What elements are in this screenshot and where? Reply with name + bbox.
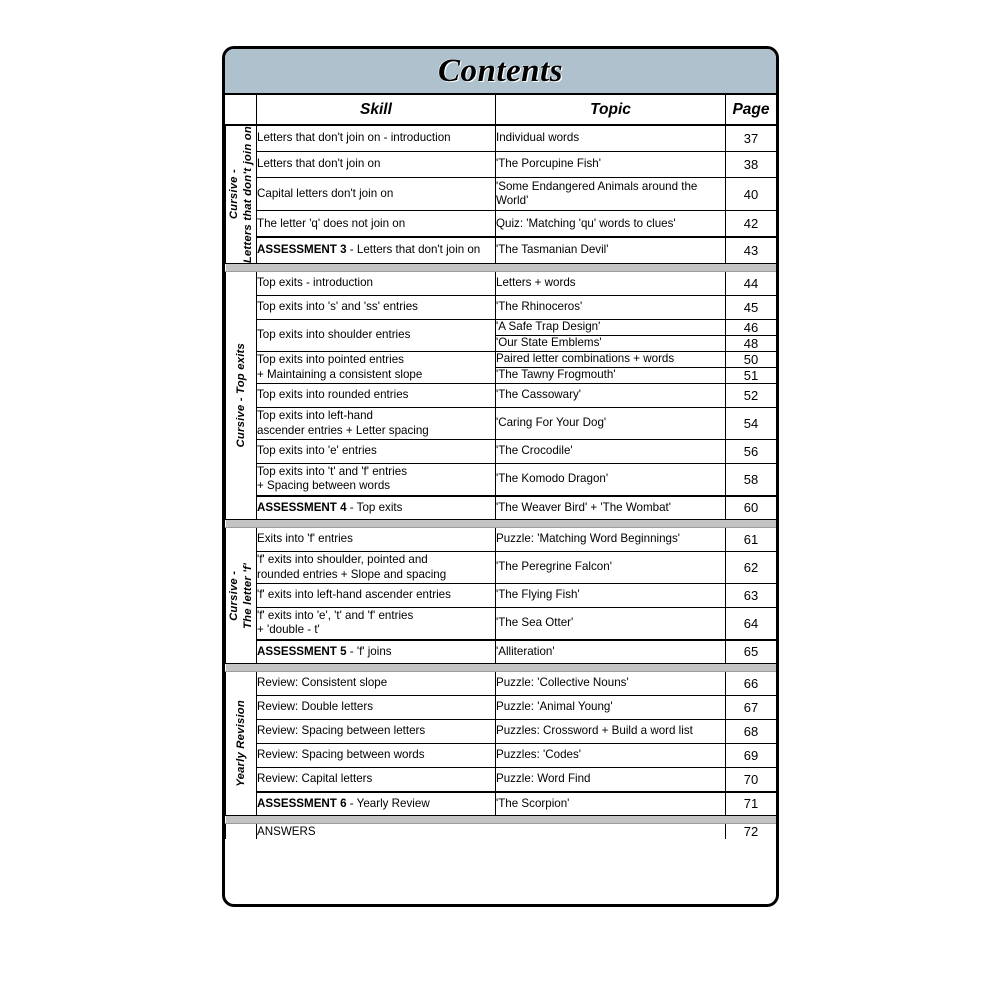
- assessment-label: ASSESSMENT 4: [257, 500, 347, 514]
- skill-cell: ASSESSMENT 5 - 'f' joins: [257, 640, 496, 664]
- page-number-cell: 38: [726, 151, 777, 177]
- skill-cell: 'f' exits into left-hand ascender entries: [257, 584, 496, 608]
- table-row: [226, 408, 777, 440]
- table-row: [226, 792, 777, 816]
- contents-title-band: [225, 49, 776, 95]
- skill-cell: Top exits into 't' and 'f' entries + Spacing between words: [257, 464, 496, 496]
- skill-cell: The letter 'q' does not join on: [257, 211, 496, 237]
- contents-table: [225, 95, 777, 839]
- column-header-topic: Topic: [496, 95, 726, 125]
- section-separator: [226, 264, 777, 272]
- table-row: [226, 151, 777, 177]
- topic-cell: 'The Flying Fish': [496, 584, 726, 608]
- skill-cell: Review: Double letters: [257, 696, 496, 720]
- table-row: [226, 352, 777, 368]
- skill-cell: ASSESSMENT 4 - Top exits: [257, 496, 496, 520]
- topic-cell: Puzzle: 'Matching Word Beginnings': [496, 528, 726, 552]
- page-number-cell: 40: [726, 178, 777, 211]
- table-row: [226, 464, 777, 496]
- topic-cell: 'The Tasmanian Devil': [496, 237, 726, 263]
- topic-cell: 'The Porcupine Fish': [496, 151, 726, 177]
- topic-cell: 'The Scorpion': [496, 792, 726, 816]
- topic-cell: Puzzles: Crossword + Build a word list: [496, 720, 726, 744]
- table-row: [226, 720, 777, 744]
- skill-cell: Review: Capital letters: [257, 768, 496, 792]
- topic-cell: 'The Cassowary': [496, 384, 726, 408]
- topic-cell: 'Alliteration': [496, 640, 726, 664]
- skill-cell: Top exits into rounded entries: [257, 384, 496, 408]
- table-row: [226, 640, 777, 664]
- topic-cell: Puzzle: 'Collective Nouns': [496, 672, 726, 696]
- skill-cell: Capital letters don't join on: [257, 178, 496, 211]
- table-body: [226, 125, 777, 839]
- skill-cell: ASSESSMENT 3 - Letters that don't join on: [257, 237, 496, 263]
- section-tab-label: Cursive - Letters that don't join on: [226, 125, 257, 264]
- page-number-cell: 56: [726, 440, 777, 464]
- skill-cell: 'f' exits into 'e', 't' and 'f' entries + 'double - t': [257, 608, 496, 640]
- topic-cell: Individual words: [496, 125, 726, 151]
- assessment-label: ASSESSMENT 6: [257, 796, 347, 810]
- skill-cell: Top exits into 's' and 'ss' entries: [257, 296, 496, 320]
- page-number-cell: 50: [726, 352, 777, 368]
- section-separator-bar: [226, 264, 777, 272]
- topic-cell: 'The Tawny Frogmouth': [496, 368, 726, 384]
- topic-cell: 'The Komodo Dragon': [496, 464, 726, 496]
- contents-table-frame: [222, 46, 779, 907]
- table-row: [226, 584, 777, 608]
- answers-page-number: 72: [726, 824, 777, 840]
- topic-cell: 'Some Endangered Animals around the World': [496, 178, 726, 211]
- answers-row: [226, 824, 777, 840]
- skill-cell: Review: Spacing between letters: [257, 720, 496, 744]
- page-number-cell: 60: [726, 496, 777, 520]
- page-number-cell: 64: [726, 608, 777, 640]
- topic-cell: 'Our State Emblems': [496, 336, 726, 352]
- skill-cell: ASSESSMENT 6 - Yearly Review: [257, 792, 496, 816]
- section-tab-label: Cursive - The letter 'f': [226, 528, 257, 664]
- column-header-skill: Skill: [257, 95, 496, 125]
- table-row: [226, 125, 777, 151]
- table-row: [226, 528, 777, 552]
- page-number-cell: 61: [726, 528, 777, 552]
- section-separator-bar: [226, 520, 777, 528]
- section-separator-bar: [226, 816, 777, 824]
- topic-cell: Puzzles: 'Codes': [496, 744, 726, 768]
- page-number-cell: 37: [726, 125, 777, 151]
- page-number-cell: 48: [726, 336, 777, 352]
- topic-cell: Puzzle: 'Animal Young': [496, 696, 726, 720]
- table-row: [226, 608, 777, 640]
- topic-cell: 'The Crocodile': [496, 440, 726, 464]
- table-row: [226, 496, 777, 520]
- assessment-label: ASSESSMENT 5: [257, 644, 347, 658]
- page-number-cell: 68: [726, 720, 777, 744]
- page-number-cell: 70: [726, 768, 777, 792]
- skill-cell: Top exits into shoulder entries: [257, 320, 496, 352]
- table-row: [226, 237, 777, 263]
- skill-cell: Top exits - introduction: [257, 272, 496, 296]
- page-number-cell: 54: [726, 408, 777, 440]
- column-header-page: Page: [726, 95, 777, 125]
- page-number-cell: 43: [726, 237, 777, 263]
- skill-cell: Letters that don't join on: [257, 151, 496, 177]
- page-number-cell: 51: [726, 368, 777, 384]
- page-number-cell: 69: [726, 744, 777, 768]
- table-row: [226, 384, 777, 408]
- page-number-cell: 52: [726, 384, 777, 408]
- topic-cell: Puzzle: Word Find: [496, 768, 726, 792]
- column-header-tab: [226, 95, 257, 125]
- topic-cell: 'The Peregrine Falcon': [496, 552, 726, 584]
- section-tab-label: Cursive - Top exits: [226, 272, 257, 520]
- topic-cell: Paired letter combinations + words: [496, 352, 726, 368]
- section-tab-label: Yearly Revision: [226, 672, 257, 816]
- page-number-cell: 66: [726, 672, 777, 696]
- topic-cell: 'The Sea Otter': [496, 608, 726, 640]
- page-number-cell: 67: [726, 696, 777, 720]
- page-number-cell: 65: [726, 640, 777, 664]
- topic-cell: 'Caring For Your Dog': [496, 408, 726, 440]
- table-row: [226, 696, 777, 720]
- table-row: [226, 440, 777, 464]
- page-number-cell: 44: [726, 272, 777, 296]
- section-separator: [226, 664, 777, 672]
- skill-cell: Review: Spacing between words: [257, 744, 496, 768]
- table-row: [226, 320, 777, 336]
- answers-tab-spacer: [226, 824, 257, 840]
- page-title: Contents: [437, 52, 564, 89]
- topic-cell: Quiz: 'Matching 'qu' words to clues': [496, 211, 726, 237]
- topic-cell: Letters + words: [496, 272, 726, 296]
- skill-cell: Review: Consistent slope: [257, 672, 496, 696]
- section-separator-bar: [226, 664, 777, 672]
- page-number-cell: 45: [726, 296, 777, 320]
- skill-cell: Letters that don't join on - introduction: [257, 125, 496, 151]
- skill-cell: 'f' exits into shoulder, pointed and rounded entries + Slope and spacing: [257, 552, 496, 584]
- page-number-cell: 71: [726, 792, 777, 816]
- section-separator: [226, 520, 777, 528]
- skill-cell: Top exits into 'e' entries: [257, 440, 496, 464]
- table-row: [226, 211, 777, 237]
- section-separator: [226, 816, 777, 824]
- page-number-cell: 42: [726, 211, 777, 237]
- skill-cell: Top exits into left-hand ascender entries + Letter spacing: [257, 408, 496, 440]
- table-row: [226, 178, 777, 211]
- page-number-cell: 46: [726, 320, 777, 336]
- table-row: [226, 672, 777, 696]
- page-number-cell: 62: [726, 552, 777, 584]
- table-header-row: [226, 95, 777, 125]
- topic-cell: 'A Safe Trap Design': [496, 320, 726, 336]
- topic-cell: 'The Rhinoceros': [496, 296, 726, 320]
- table-row: [226, 768, 777, 792]
- skill-cell: Top exits into pointed entries + Maintaining a consistent slope: [257, 352, 496, 384]
- table-row: [226, 552, 777, 584]
- answers-label: ANSWERS: [257, 824, 726, 840]
- page-number-cell: 63: [726, 584, 777, 608]
- table-row: [226, 296, 777, 320]
- assessment-label: ASSESSMENT 3: [257, 243, 347, 257]
- skill-cell: Exits into 'f' entries: [257, 528, 496, 552]
- table-row: [226, 272, 777, 296]
- page-number-cell: 58: [726, 464, 777, 496]
- table-row: [226, 744, 777, 768]
- topic-cell: 'The Weaver Bird' + 'The Wombat': [496, 496, 726, 520]
